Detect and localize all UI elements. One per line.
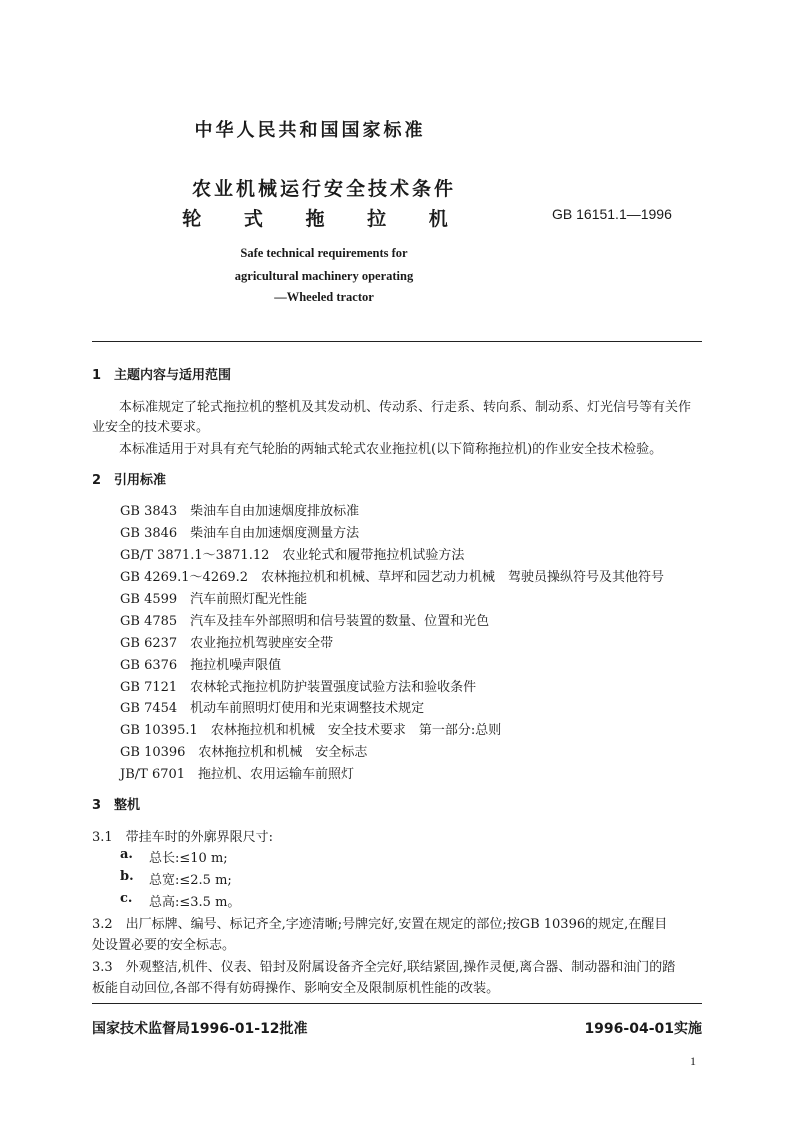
paragraph-line: 本标准适用于对具有充气轮胎的两轴式轮式农业拖拉机(以下简称拖拉机)的作业安全技术检验。 bbox=[119, 442, 663, 457]
reference-item: GB 7121 农林轮式拖拉机防护装置强度试验方法和验收条件 bbox=[120, 680, 477, 695]
reference-item: GB 4599 汽车前照灯配光性能 bbox=[120, 592, 308, 607]
reference-item: GB 10395.1 农林拖拉机和机械 安全技术要求 第一部分:总则 bbox=[120, 723, 502, 738]
reference-item: GB 3843 柴油车自由加速烟度排放标准 bbox=[120, 504, 360, 519]
reference-item: GB 4269.1～4269.2 农林拖拉机和机械、草坪和园艺动力机械 驾驶员操纵符号及其他符号 bbox=[120, 570, 665, 585]
sub-item-text: 总宽:≤2.5 m; bbox=[149, 873, 232, 888]
section-heading: 3 整机 bbox=[92, 798, 141, 813]
paragraph-line: 业安全的技术要求。 bbox=[92, 420, 210, 435]
national-standard-heading: 中华人民共和国国家标准 bbox=[194, 120, 426, 141]
sub-item-text: 总高:≤3.5 m。 bbox=[149, 895, 241, 910]
sub-item-label: a. bbox=[120, 847, 133, 862]
reference-item: GB 4785 汽车及挂车外部照明和信号装置的数量、位置和光色 bbox=[120, 614, 490, 629]
reference-item: JB/T 6701 拖拉机、农用运输车前照灯 bbox=[120, 767, 355, 782]
english-title-line: Safe technical requirements for bbox=[240, 246, 408, 260]
document-subtitle: 轮 式 拖 拉 机 bbox=[182, 208, 466, 230]
clause-item: 板能自动回位,各部不得有妨碍操作、影响安全及限制原机性能的改装。 bbox=[92, 981, 500, 996]
clause-item: 3.3 外观整洁,机件、仪表、铅封及附属设备齐全完好,联结紧固,操作灵便,离合器、制动器和油门的踏 bbox=[92, 960, 676, 975]
clause-item: 3.2 出厂标牌、编号、标记齐全,字迹清晰;号牌完好,安置在规定的部位;按GB 10396的规定,在醒目 bbox=[92, 917, 668, 932]
clause-item: 3.1 带挂车时的外廓界限尺寸: bbox=[92, 830, 274, 845]
paragraph-line: 本标准规定了轮式拖拉机的整机及其发动机、传动系、行走系、转向系、制动系、灯光信号等有关作 bbox=[119, 400, 692, 415]
clause-item: 处设置必要的安全标志。 bbox=[92, 938, 236, 953]
section-heading: 1 主题内容与适用范围 bbox=[92, 368, 232, 383]
sub-item-label: b. bbox=[120, 869, 134, 884]
page-number: 1 bbox=[690, 1054, 696, 1068]
sub-item-text: 总长:≤10 m; bbox=[149, 851, 228, 866]
approval-line: 国家技术监督局1996-01-12批准 bbox=[92, 1021, 308, 1037]
implementation-date: 1996-04-01实施 bbox=[584, 1021, 702, 1037]
document-title: 农业机械运行安全技术条件 bbox=[191, 178, 456, 200]
english-title-line: —Wheeled tractor bbox=[274, 290, 374, 304]
section-heading: 2 引用标准 bbox=[92, 473, 167, 488]
reference-item: GB 6376 拖拉机噪声限值 bbox=[120, 658, 282, 673]
reference-item: GB/T 3871.1～3871.12 农业轮式和履带拖拉机试验方法 bbox=[120, 548, 465, 563]
standard-number: GB 16151.1—1996 bbox=[552, 206, 672, 222]
reference-item: GB 3846 柴油车自由加速烟度测量方法 bbox=[120, 526, 360, 541]
header-divider bbox=[92, 341, 702, 342]
english-title-line: agricultural machinery operating bbox=[234, 269, 414, 283]
footer-divider bbox=[92, 1003, 702, 1004]
reference-item: GB 6237 农业拖拉机驾驶座安全带 bbox=[120, 636, 334, 651]
sub-item-label: c. bbox=[120, 891, 133, 906]
reference-item: GB 10396 农林拖拉机和机械 安全标志 bbox=[120, 745, 368, 760]
reference-item: GB 7454 机动车前照明灯使用和光束调整技术规定 bbox=[120, 701, 425, 716]
